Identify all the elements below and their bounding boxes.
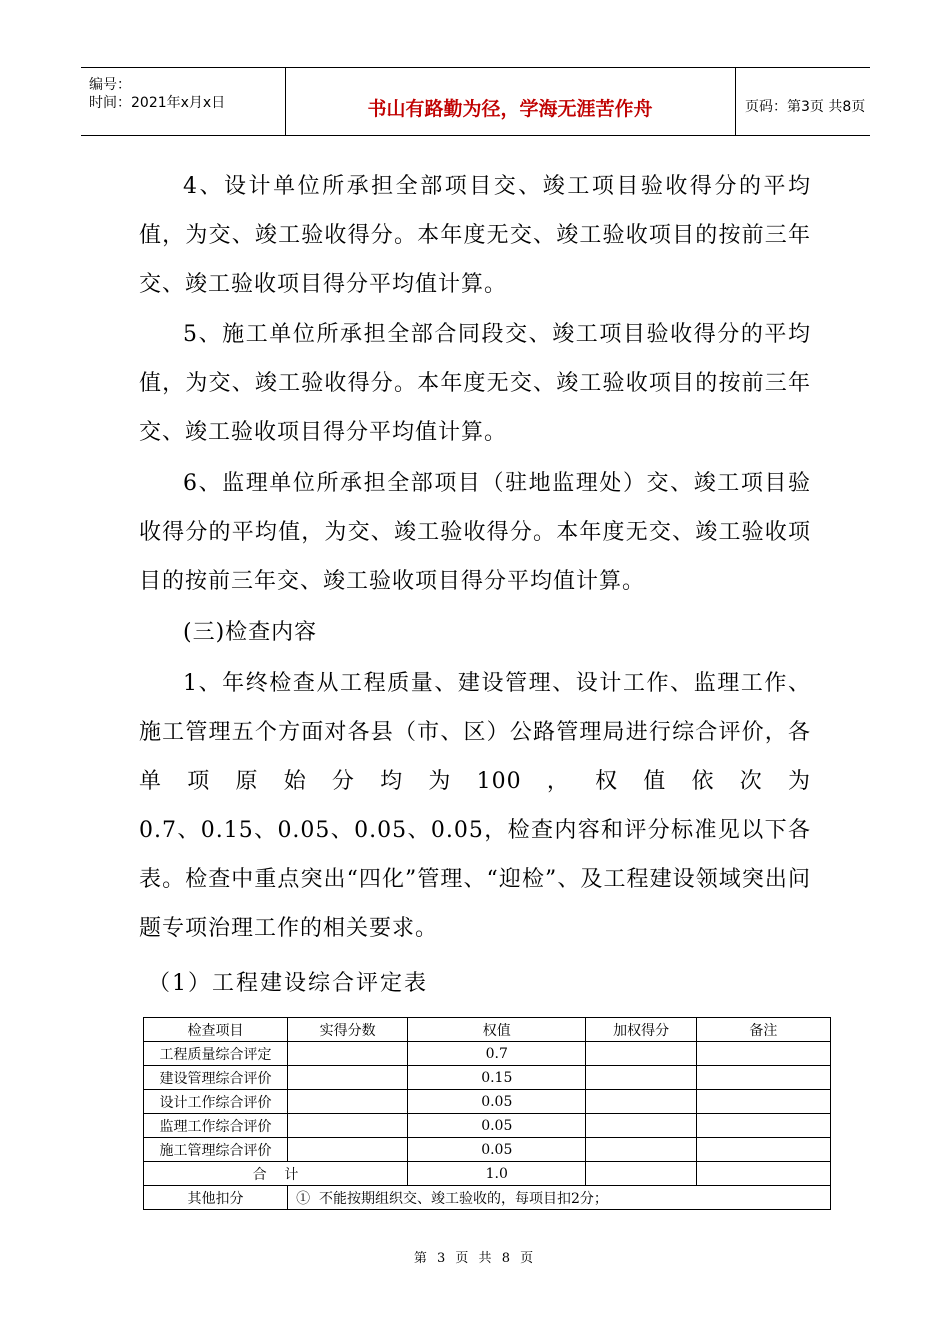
col-header: 实得分数 <box>288 1018 408 1042</box>
cell-score <box>288 1138 408 1162</box>
section-heading-check-content: (三)检查内容 <box>183 620 318 645</box>
table-other-row <box>144 1186 831 1210</box>
cell-item: 监理工作综合评价 <box>144 1114 288 1138</box>
score-table <box>143 1017 831 1210</box>
other-deduction-label: 其他扣分 <box>144 1186 288 1210</box>
cell-weight: 0.7 <box>408 1042 586 1066</box>
paragraph-4: 4、设计单位所承担全部项目交、竣工项目验收得分的平均值，为交、竣工验收得分。本年度无交、竣工验收项目的按前三年交、竣工验收项目得分平均值计算。 <box>139 174 811 297</box>
cell-score <box>288 1090 408 1114</box>
paragraph-6: 6、监理单位所承担全部项目（驻地监理处）交、竣工项目验收得分的平均值，为交、竣工验收得分。本年度无交、竣工验收项目的按前三年交、竣工验收项目得分平均值计算。 <box>139 471 811 594</box>
header-motto-cell <box>285 68 736 135</box>
motto: 书山有路勤为径，学海无涯苦作舟 <box>367 98 653 120</box>
total-weight: 1.0 <box>408 1162 586 1186</box>
cell-item: 设计工作综合评价 <box>144 1090 288 1114</box>
page-header <box>81 67 870 136</box>
table-title: （1）工程建设综合评定表 <box>148 971 428 996</box>
table-row <box>144 1114 831 1138</box>
cell-weight: 0.05 <box>408 1138 586 1162</box>
cell-score <box>288 1066 408 1090</box>
cell-note <box>696 1114 830 1138</box>
cell-note <box>696 1138 830 1162</box>
cell-score <box>288 1114 408 1138</box>
header-meta <box>81 68 286 135</box>
cell-weighted <box>586 1114 696 1138</box>
cell-item: 施工管理综合评价 <box>144 1138 288 1162</box>
col-header: 权值 <box>408 1018 586 1042</box>
cell-note <box>696 1066 830 1090</box>
header-page-cell <box>735 68 870 135</box>
page-info: 页码：第3页 共8页 <box>745 99 866 115</box>
cell-weighted <box>586 1042 696 1066</box>
cell-note <box>696 1162 830 1186</box>
table-row <box>144 1090 831 1114</box>
cell-weighted <box>586 1162 696 1186</box>
cell-note <box>696 1042 830 1066</box>
cell-score <box>288 1042 408 1066</box>
other-deduction-content: ① 不能按期组织交、竣工验收的，每项目扣2分； <box>288 1186 831 1210</box>
cell-weight: 0.05 <box>408 1114 586 1138</box>
cell-weighted <box>586 1066 696 1090</box>
col-header: 加权得分 <box>586 1018 696 1042</box>
cell-item: 工程质量综合评定 <box>144 1042 288 1066</box>
table-header-row <box>144 1018 831 1042</box>
cell-weighted <box>586 1090 696 1114</box>
table-row <box>144 1138 831 1162</box>
cell-item: 建设管理综合评价 <box>144 1066 288 1090</box>
paragraph-check-1-cont: 0.7、0.15、0.05、0.05、0.05，检查内容和评分标准见以下各表。检查中重点突出“四化”管理、“迎检”、及工程建设领域突出问题专项治理工作的相关要求。 <box>139 818 811 941</box>
table-row <box>144 1066 831 1090</box>
doc-number: 编号： <box>89 77 131 93</box>
col-header: 检查项目 <box>144 1018 288 1042</box>
paragraph-5: 5、施工单位所承担全部合同段交、竣工项目验收得分的平均值，为交、竣工验收得分。本年度无交、竣工验收项目的按前三年交、竣工验收项目得分平均值计算。 <box>139 322 811 445</box>
table-row <box>144 1042 831 1066</box>
table-total-row <box>144 1162 831 1186</box>
cell-note <box>696 1090 830 1114</box>
cell-weight: 0.15 <box>408 1066 586 1090</box>
cell-weighted <box>586 1138 696 1162</box>
doc-date: 时间：2021年x月x日 <box>89 95 226 111</box>
col-header: 备注 <box>696 1018 830 1042</box>
page-footer: 第 3 页 共 8 页 <box>413 1251 537 1266</box>
cell-weight: 0.05 <box>408 1090 586 1114</box>
paragraph-check-1: 1、年终检查从工程质量、建设管理、设计工作、监理工作、施工管理五个方面对各县（市、区）公路管理局进行综合评价，各单项原始分均为100，权值依次为 <box>139 671 811 794</box>
total-label: 合 计 <box>144 1162 408 1186</box>
